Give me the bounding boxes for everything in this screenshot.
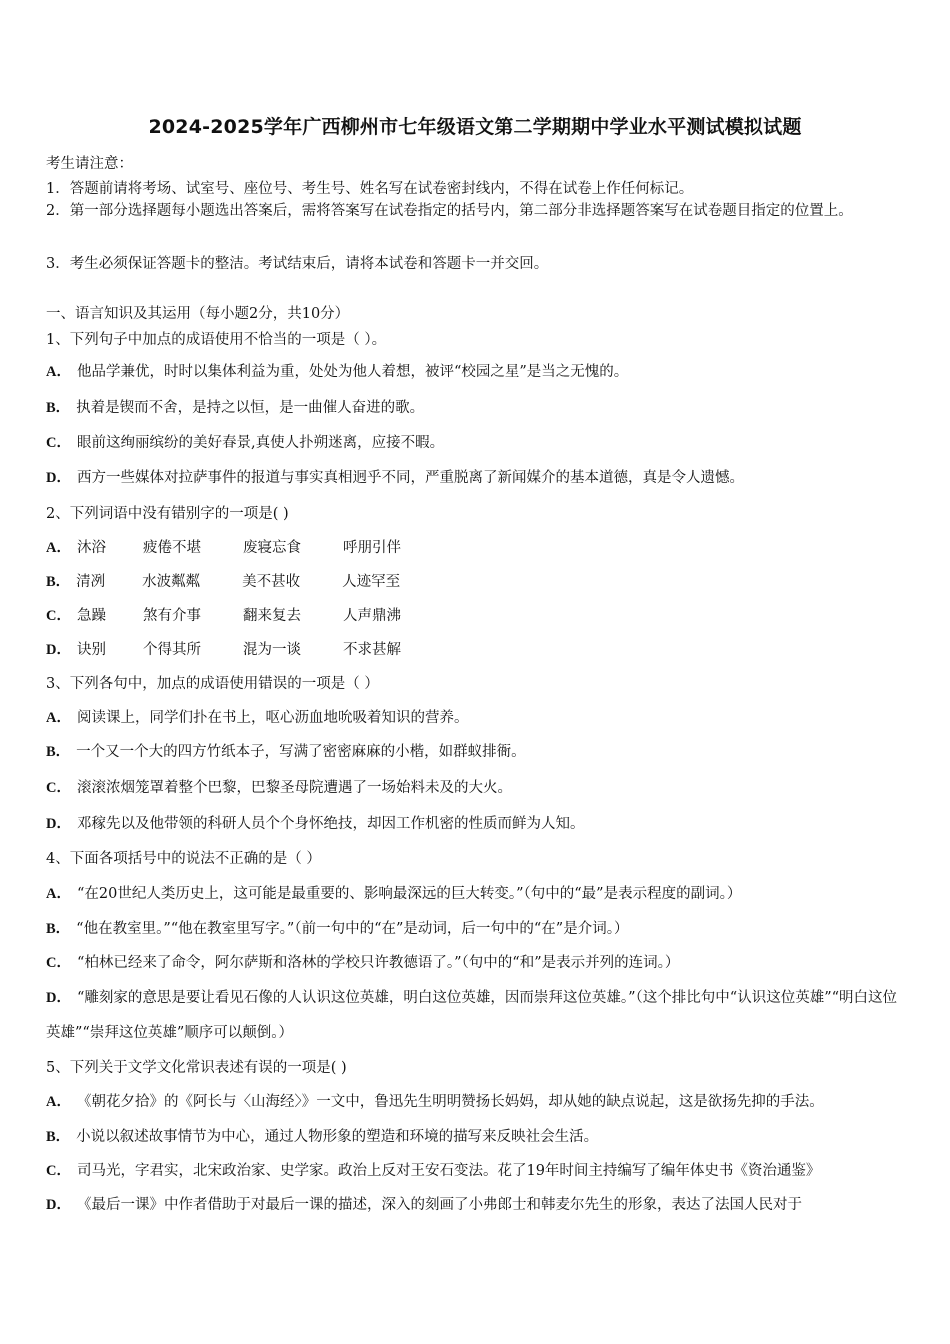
- option-word: 沐浴: [76, 540, 106, 556]
- question-2-option-d: [46, 638, 443, 659]
- option-letter: C．: [46, 955, 71, 971]
- option-letter: D．: [46, 642, 71, 658]
- option-text: 《最后一课》中作者借助于对最后一课的描述，深入的刻画了小弗郎士和韩麦尔先生的形象，表达了法国人民对于: [76, 1197, 802, 1213]
- exam-title: 2024-2025学年广西柳州市七年级语文第二学期期中学业水平测试模拟试题: [148, 116, 802, 138]
- option-letter: B．: [46, 921, 71, 937]
- question-2-option-c: [46, 604, 443, 625]
- question-4-option-b: [46, 917, 628, 938]
- question-1-option-b: [46, 396, 424, 417]
- option-text: 眼前这绚丽缤纷的美好春景,真使人扑朔迷离，应接不暇。: [76, 435, 445, 451]
- question-4-option-c: [46, 951, 679, 972]
- notice-heading: 考生请注意：: [46, 156, 133, 172]
- option-text: 执着是锲而不舍，是持之以恒，是一曲催人奋进的歌。: [76, 400, 425, 416]
- option-letter: A．: [46, 886, 71, 902]
- option-letter: C．: [46, 435, 71, 451]
- option-word: 呼朋引伴: [342, 540, 401, 556]
- option-text: “柏林已经来了命令，阿尔萨斯和洛林的学校只许教德语了。”（句中的“和”是表示并列的连词。）: [76, 955, 680, 971]
- question-4-stem: 4、下面各项括号中的说法不正确的是（ ）: [46, 851, 321, 867]
- option-word: 清冽: [76, 574, 106, 590]
- option-letter: A．: [46, 540, 71, 556]
- option-letter: D．: [46, 816, 71, 832]
- question-5-option-b: [46, 1125, 598, 1146]
- option-word: 水波粼粼: [142, 574, 201, 590]
- option-text: 滚滚浓烟笼罩着整个巴黎，巴黎圣母院遭遇了一场始料未及的大火。: [76, 780, 512, 796]
- option-letter: B．: [46, 574, 71, 590]
- option-letter: D．: [46, 470, 71, 486]
- question-2-option-a: [46, 536, 443, 557]
- notice-item-3: 3．考生必须保证答题卡的整洁。考试结束后，请将本试卷和答题卡一并交回。: [46, 256, 549, 272]
- option-text: 一个又一个大的四方竹纸本子，写满了密密麻麻的小楷，如群蚁排衙。: [76, 744, 526, 760]
- question-1-option-d: [46, 466, 744, 487]
- option-text: 司马光，字君实，北宋政治家、史学家。政治上反对王安石变法。花了19年时间主持编写了编年体史书《资治通鉴》: [76, 1163, 821, 1179]
- option-word: 人声鼎沸: [342, 608, 401, 624]
- question-3-option-d: [46, 812, 584, 833]
- question-3-stem: 3、下列各句中，加点的成语使用错误的一项是（ ）: [46, 676, 379, 692]
- option-letter: C．: [46, 780, 71, 796]
- option-letter: C．: [46, 608, 71, 624]
- option-letter: C．: [46, 1163, 71, 1179]
- option-text: “他在教室里。”“他在教室里写字。”（前一句中的“在”是动词，后一句中的“在”是介词。）: [76, 921, 629, 937]
- option-word: 人迹罕至: [342, 574, 401, 590]
- option-letter: D．: [46, 990, 71, 1006]
- question-3-option-a: [46, 706, 468, 727]
- section-heading: 一、语言知识及其运用（每小题2分，共10分）: [46, 306, 350, 322]
- option-letter: A．: [46, 710, 71, 726]
- option-word: 不求甚解: [342, 642, 401, 658]
- option-text: “雕刻家的意思是要让看见石像的人认识这位英雄，明白这位英雄，因而崇拜这位英雄。”（这个排比句中“认识这位英雄”“明白这位英雄”“崇拜这位英雄”顺序可以颠倒。）: [46, 990, 898, 1041]
- option-letter: B．: [46, 744, 71, 760]
- question-5-option-c: [46, 1159, 820, 1180]
- option-text: “在20世纪人类历史上，这可能是最重要的、影响最深远的巨大转变。”（句中的“最”是表示程度的副词。）: [76, 886, 742, 902]
- option-text: 《朝花夕拾》的《阿长与〈山海经〉》一文中，鲁迅先生明明赞扬长妈妈，却从她的缺点说起，这是欲扬先抑的手法。: [76, 1094, 824, 1110]
- option-word: 疲倦不堪: [142, 540, 201, 556]
- option-text: 他品学兼优，时时以集体利益为重，处处为他人着想，被评“校园之星”是当之无愧的。: [76, 364, 629, 380]
- question-1-stem: 1、下列句子中加点的成语使用不恰当的一项是（ ）。: [46, 332, 387, 348]
- option-text: 小说以叙述故事情节为中心，通过人物形象的塑造和环境的描写来反映社会生活。: [76, 1129, 599, 1145]
- question-5-option-d: [46, 1193, 802, 1214]
- option-word: 诀别: [76, 642, 106, 658]
- question-5-option-a: [46, 1090, 824, 1111]
- option-word: 个得其所: [142, 642, 201, 658]
- question-4-option-d: [46, 981, 906, 1051]
- option-letter: A．: [46, 1094, 71, 1110]
- option-text: 西方一些媒体对拉萨事件的报道与事实真相迥乎不同，严重脱离了新闻媒介的基本道德，真是令人遗憾。: [76, 470, 744, 486]
- option-text: 阅读课上，同学们扑在书上，呕心沥血地吮吸着知识的营养。: [76, 710, 469, 726]
- option-letter: B．: [46, 400, 71, 416]
- option-letter: B．: [46, 1129, 71, 1145]
- notice-item-1: 1．答题前请将考场、试室号、座位号、考生号、姓名写在试卷密封线内，不得在试卷上作任何标记。: [46, 181, 694, 197]
- notice-item-2: 2．第一部分选择题每小题选出答案后，需将答案写在试卷指定的括号内，第二部分非选择题答案写在试卷题目指定的位置上。: [46, 203, 853, 219]
- question-3-option-b: [46, 740, 526, 761]
- question-5-stem: 5、下列关于文学文化常识表述有误的一项是( ): [46, 1060, 347, 1076]
- option-word: 急躁: [76, 608, 106, 624]
- option-word: 美不甚收: [242, 574, 301, 590]
- question-4-option-a: [46, 882, 741, 903]
- option-word: 翻来复去: [242, 608, 301, 624]
- option-text: 邓稼先以及他带领的科研人员个个身怀绝技，却因工作机密的性质而鲜为人知。: [76, 816, 585, 832]
- option-word: 混为一谈: [242, 642, 301, 658]
- question-1-option-a: [46, 360, 628, 381]
- question-2-option-b: [46, 570, 442, 591]
- question-1-option-c: [46, 431, 444, 452]
- option-letter: D．: [46, 1197, 71, 1213]
- option-word: 废寝忘食: [242, 540, 301, 556]
- option-word: 煞有介事: [142, 608, 201, 624]
- question-2-stem: 2、下列词语中没有错别字的一项是( ): [46, 506, 289, 522]
- question-3-option-c: [46, 776, 512, 797]
- option-letter: A．: [46, 364, 71, 380]
